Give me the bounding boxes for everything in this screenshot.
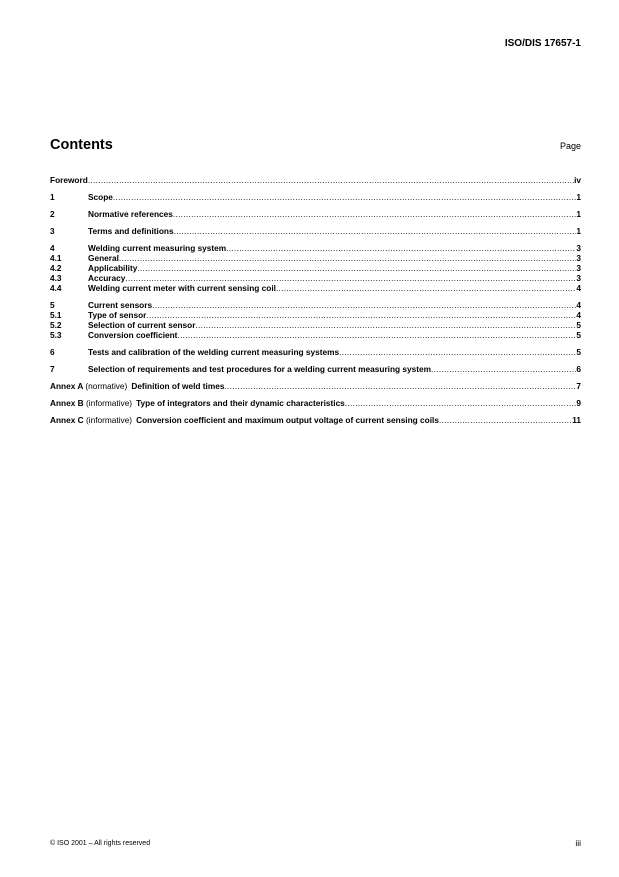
- toc-entry[interactable]: [50, 283, 581, 293]
- toc-entry-number: 1: [50, 192, 55, 202]
- toc-entry-title: Conversion coefficient: [88, 330, 178, 340]
- toc-entry-number: 4.4: [50, 283, 62, 293]
- toc-entry-page: 3: [576, 263, 581, 273]
- toc-entry-title: Scope: [88, 192, 113, 202]
- document-id: ISO/DIS 17657-1: [504, 38, 581, 49]
- toc-dot-leader: [226, 243, 576, 253]
- toc-entry-page: 3: [576, 243, 581, 253]
- toc-dot-leader: [152, 300, 576, 310]
- toc-dot-leader: [339, 347, 576, 357]
- toc-entry[interactable]: [50, 253, 581, 263]
- toc-entry-title: Terms and definitions: [88, 226, 174, 236]
- page-number: iii: [575, 838, 581, 848]
- toc-entry[interactable]: [50, 263, 581, 273]
- copyright-notice: © ISO 2001 – All rights reserved: [50, 840, 151, 847]
- toc-entry-title: Applicability: [88, 263, 138, 273]
- toc-entry-page: 1: [576, 209, 581, 219]
- toc-entry-page: 6: [576, 364, 581, 374]
- toc-dot-leader: [88, 175, 574, 185]
- toc-entry-title: Selection of current sensor: [88, 320, 196, 330]
- toc-entry[interactable]: [50, 175, 581, 185]
- toc-entry-number: 5.2: [50, 320, 62, 330]
- toc-entry-page: 4: [576, 283, 581, 293]
- annex-title: Conversion coefficient and maximum output voltage of current sensing coils: [136, 415, 439, 425]
- toc-entry-number: 4.3: [50, 273, 62, 283]
- toc-entry-page: 4: [576, 310, 581, 320]
- toc-entry[interactable]: [50, 273, 581, 283]
- toc-dot-leader: [195, 320, 576, 330]
- toc-entry-title: Welding current measuring system: [88, 243, 227, 253]
- toc-entry-page: 4: [576, 300, 581, 310]
- toc-dot-leader: [146, 310, 576, 320]
- toc-entry[interactable]: [50, 300, 581, 310]
- toc-entry[interactable]: [50, 364, 581, 374]
- toc-entry-number: 3: [50, 226, 55, 236]
- toc-entry-number: 4: [50, 243, 55, 253]
- toc-entry-title: Normative references: [88, 209, 173, 219]
- page-column-label: Page: [559, 141, 581, 151]
- toc-entry-number: 7: [50, 364, 55, 374]
- toc-entry-title: Current sensors: [88, 300, 153, 310]
- toc-dot-leader: [224, 381, 576, 391]
- toc-annex-entry[interactable]: [50, 415, 581, 425]
- toc-entry-number: 5.1: [50, 310, 62, 320]
- toc-entry-number: 2: [50, 209, 55, 219]
- annex-kind: (informative): [85, 415, 133, 425]
- annex-page: 9: [576, 398, 581, 408]
- annex-prefix: [50, 381, 131, 391]
- annex-title: Definition of weld times: [131, 381, 225, 391]
- toc-entry-page: 3: [576, 273, 581, 283]
- toc-dot-leader: [177, 330, 576, 340]
- annex-page: 7: [576, 381, 581, 391]
- contents-heading: Contents: [50, 137, 113, 153]
- toc-entry-title: Tests and calibration of the welding current measuring systems: [88, 347, 340, 357]
- toc-dot-leader: [431, 364, 576, 374]
- toc-entry-title: Type of sensor: [88, 310, 147, 320]
- toc-entry[interactable]: [50, 320, 581, 330]
- annex-label: Annex A: [50, 381, 84, 391]
- toc-entry[interactable]: [50, 347, 581, 357]
- annex-page: 11: [572, 415, 581, 425]
- annex-prefix: [50, 415, 136, 425]
- toc-entry-number: 4.2: [50, 263, 62, 273]
- toc-entry-number: 5.3: [50, 330, 62, 340]
- toc-dot-leader: [439, 415, 572, 425]
- toc-annex-entry[interactable]: [50, 398, 581, 408]
- toc-entry-title: Welding current meter with current sensing coil: [88, 283, 276, 293]
- toc-entry-number: 5: [50, 300, 55, 310]
- toc-dot-leader: [125, 273, 576, 283]
- toc-dot-leader: [137, 263, 576, 273]
- toc-entry[interactable]: [50, 243, 581, 253]
- toc-dot-leader: [113, 192, 576, 202]
- toc-entry[interactable]: [50, 226, 581, 236]
- toc-entry-page: 5: [576, 347, 581, 357]
- toc-dot-leader: [173, 209, 577, 219]
- toc-dot-leader: [276, 283, 576, 293]
- toc-entry[interactable]: [50, 209, 581, 219]
- toc-entry[interactable]: [50, 310, 581, 320]
- toc-annex-entry[interactable]: [50, 381, 581, 391]
- toc-entry-title: Accuracy: [88, 273, 126, 283]
- annex-title: Type of integrators and their dynamic characteristics: [136, 398, 345, 408]
- toc-entry-number: 6: [50, 347, 55, 357]
- toc-entry[interactable]: [50, 192, 581, 202]
- toc-entry-page: iv: [574, 175, 581, 185]
- toc-entry-page: 5: [576, 330, 581, 340]
- annex-prefix: [50, 398, 136, 408]
- table-of-contents: [50, 175, 581, 425]
- toc-entry-page: 3: [576, 253, 581, 263]
- toc-dot-leader: [174, 226, 577, 236]
- toc-entry[interactable]: [50, 330, 581, 340]
- toc-dot-leader: [119, 253, 576, 263]
- toc-entry-page: 1: [576, 192, 581, 202]
- toc-entry-number: 4.1: [50, 253, 62, 263]
- toc-entry-title: General: [88, 253, 119, 263]
- annex-kind: (normative): [85, 381, 128, 391]
- toc-entry-page: 1: [576, 226, 581, 236]
- annex-kind: (informative): [85, 398, 133, 408]
- toc-dot-leader: [345, 398, 577, 408]
- annex-label: Annex B: [50, 398, 84, 408]
- toc-entry-page: 5: [576, 320, 581, 330]
- annex-label: Annex C: [50, 415, 84, 425]
- toc-entry-title: Foreword: [50, 175, 88, 185]
- toc-entry-title: Selection of requirements and test procedures for a welding current measuring system: [88, 364, 432, 374]
